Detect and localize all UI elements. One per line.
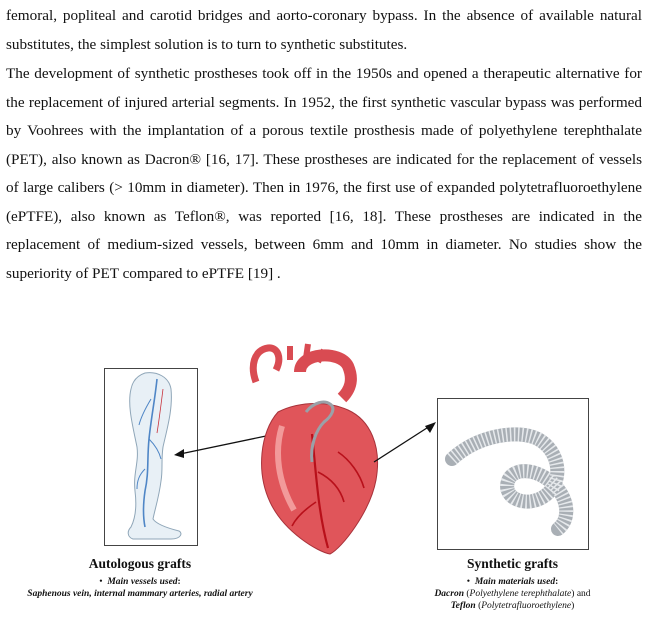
graft-panel [437,398,589,550]
left-caption [20,556,260,600]
paragraph-1: femoral, popliteal and carotid bridges and aorto-coronary bypass. In the absence of available natural substitutes, the simplest solution is to turn to synthetic substitutes. [6,7,642,53]
left-caption-colon: : [177,577,181,587]
right-caption-bullet: • [466,577,471,587]
left-caption-text: Saphenous vein, internal mammary arteries, radial artery [27,589,253,599]
right-caption-label: Main materials used [474,577,556,587]
dacron-full-name: Polyethylene terephthalate [469,589,572,599]
right-caption-title: Synthetic grafts [466,556,559,571]
paragraph-2: The development of synthetic prostheses took off in the 1950s and opened a therapeutic alternative for the replacement of injured arterial segments. In 1952, the first synthetic vascular bypass was performed by Voohrees with the implantation of a porous textile prosthesis made of polyethylene terephthalate (PET), also known as Dacron® [16, 17]. These prostheses are indicated for the replacement of vessels of large calibers (> 10mm in diameter). Then in 1976, the first use of expanded polytetrafluoroethylene (ePTFE), also known as Teflon®, was reported [16, 18]. These prostheses are indicated in the replacement of medium-sized vessels, between 6mm and 10mm in diameter. No studies show the superiority of PET compared to ePTFE [19] . [6,65,642,282]
left-caption-bullet: • [99,577,103,587]
left-caption-label: Main vessels used [107,577,178,587]
synthetic-graft-illustration [438,399,588,549]
left-caption-title: Autologous grafts [88,556,192,571]
and-connector: and [576,589,591,599]
right-caption-colon: : [555,577,559,587]
right-caption: Synthetic grafts • Main materials used: Dacron (Polyethylene terephthalate) and Teflon (Polytetrafluoroethylene) [400,556,625,612]
teflon-label: Teflon [450,601,476,611]
teflon-full-name: Polytetrafluoroethylene [481,601,572,611]
dacron-label: Dacron [434,589,464,599]
arrow-right [370,418,440,468]
graft-figure [0,338,645,617]
